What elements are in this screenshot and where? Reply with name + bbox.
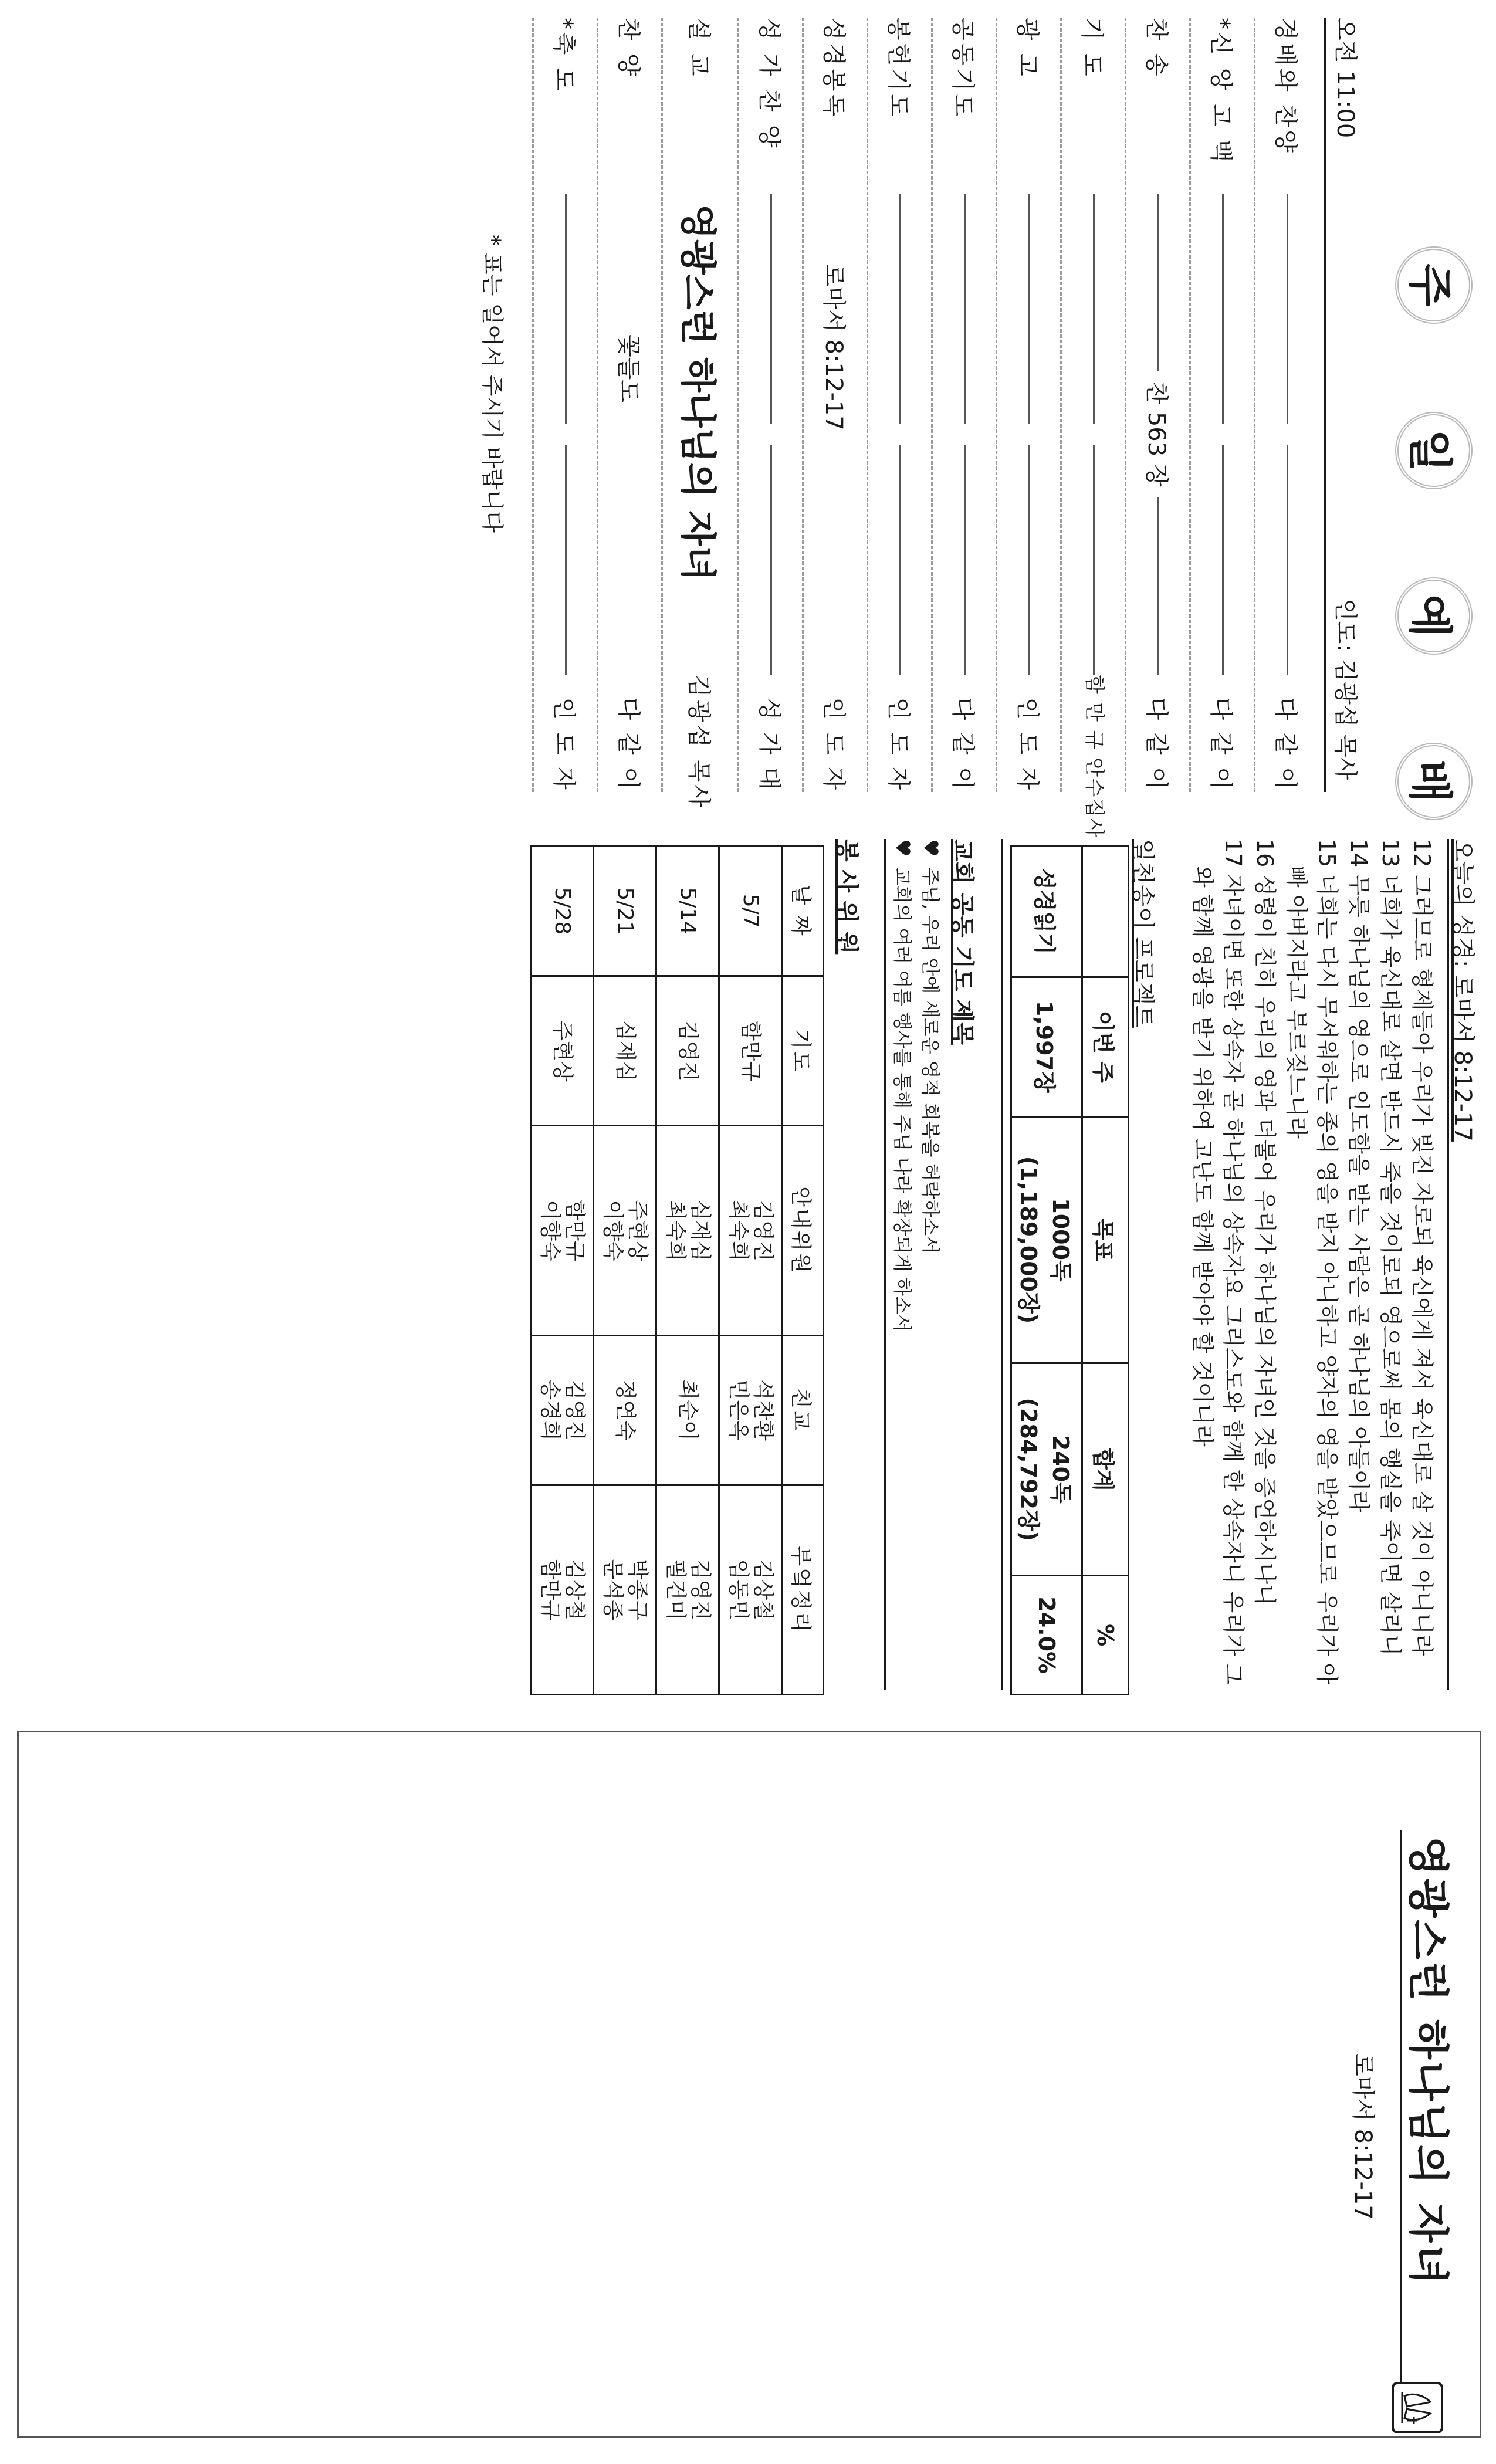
person-name: 심재심 [688, 1200, 712, 1261]
verse-number: 13 [1377, 839, 1403, 868]
reading-total-sub: (284,792장) [1016, 1397, 1041, 1542]
person-name: 민은옥 [726, 1379, 750, 1441]
order-name: 설 교 [685, 18, 713, 79]
order-name: 찬 양 [615, 18, 642, 79]
verse-text: 너희는 다시 무서워하는 종의 영을 받지 아니하고 양자의 영을 받았으므로 우리가 아빠 아버지라고 부르짖느니라 [1284, 866, 1340, 1685]
service-kitchen [594, 1485, 656, 1694]
order-row-creed [1189, 18, 1255, 792]
person-name: 석찬환 [751, 1379, 775, 1441]
verse-text: 자녀이면 또한 상속자 곧 하나님의 상속자요 그리스도와 함께 한 상속자니 우리가 그와 함께 영광을 받기 위하여 고난도 함께 받아야 할 것이니라 [1190, 866, 1246, 1685]
service-usher [531, 1126, 594, 1335]
reading-header-cell: % [1082, 1576, 1129, 1695]
order-row-scripture-reading [802, 18, 868, 792]
order-by: 다 같 이 [1272, 697, 1299, 792]
order-name: 성경봉독 [820, 18, 848, 120]
service-fellowship [594, 1335, 656, 1485]
sermon-title: 영광스런 하나님의 자녀 [676, 204, 720, 581]
person-name: 김영진 [688, 1559, 712, 1620]
verse-number: 17 [1220, 839, 1246, 868]
service-row [531, 846, 594, 1695]
person-name: 최숙희 [664, 1200, 688, 1261]
scripture-heading: 오늘의 성경: 로마서 8:12-17 [1449, 839, 1476, 1142]
service-usher [719, 1126, 782, 1335]
reading-header-cell: 목표 [1082, 1116, 1129, 1363]
verse-text: 너희가 육신대로 살면 반드시 죽을 것이로되 영으로써 몸의 행실을 죽이면 살리니 [1377, 874, 1403, 1656]
service-kitchen [656, 1485, 719, 1694]
reading-header-cell [1082, 846, 1129, 977]
prayer-divider [884, 839, 886, 1690]
cover-frame [17, 1731, 1481, 2438]
service-table-header [782, 846, 824, 1695]
order-by: 함 만 규 안수집사 [1082, 675, 1106, 839]
verse-text: 그러므로 형제들아 우리가 빚진 자로되 육신에게 져서 육신대로 살 것이 아니니라 [1409, 874, 1435, 1656]
person-name: 함만규 [563, 1200, 587, 1261]
praying-hands-cross-icon [1392, 2382, 1443, 2433]
order-by: 다 같 이 [1143, 697, 1170, 792]
order-row-announcements [996, 18, 1062, 792]
service-date: 5/28 [531, 846, 594, 976]
person-name: 김영진 [751, 1200, 775, 1261]
order-by: 다 같 이 [949, 697, 977, 792]
person-name: 임동민 [726, 1559, 750, 1620]
service-date: 5/14 [656, 846, 719, 976]
order-by: 인 도 자 [550, 697, 578, 792]
prayer-heading: 교회 공동 기도 제목 [949, 839, 976, 1045]
reading-total [1011, 1363, 1082, 1576]
service-row [719, 846, 782, 1695]
verse-number: 14 [1346, 839, 1372, 868]
service-heading: 봉 사 위 원 [833, 839, 860, 955]
order-row-benediction [532, 18, 598, 792]
service-fellowship [719, 1335, 782, 1485]
worship-title-char: 예 [1395, 577, 1473, 655]
standing-note: * 표는 일어서 주시기 바랍니다 [479, 235, 505, 533]
person-name: 김영진 [563, 1379, 587, 1441]
header-divider [1324, 18, 1326, 792]
service-header-cell: 안내위원 [782, 1126, 824, 1335]
prayer-item [888, 839, 916, 1332]
worship-time: 오전 11:00 [1332, 18, 1359, 138]
order-row-common-prayer [931, 18, 997, 792]
worship-title-char: 일 [1395, 412, 1473, 489]
order-by: 성 가 대 [756, 697, 783, 792]
order-name: 성 가 찬 양 [756, 18, 783, 151]
person-name: 주현상 [625, 1200, 649, 1261]
service-fellowship [656, 1335, 719, 1485]
reading-percent: 24.0% [1011, 1576, 1082, 1695]
person-name: 김상철 [563, 1559, 587, 1620]
order-name: *축 도 [550, 18, 578, 94]
order-by: 다 같 이 [615, 697, 642, 792]
person-name: 이향숙 [538, 1200, 562, 1261]
order-name: 경배와 찬양 [1272, 18, 1299, 155]
service-header-cell: 부엌정리 [782, 1485, 824, 1694]
order-row-hymn [1125, 18, 1191, 792]
person-name: 함만규 [538, 1559, 562, 1620]
order-name: 봉헌기도 [885, 18, 912, 120]
person-name: 이향숙 [601, 1200, 625, 1261]
order-by: 인 도 자 [885, 697, 912, 792]
reading-table-header [1082, 846, 1129, 1695]
order-by: 인 도 자 [1014, 697, 1041, 792]
order-name: 찬 송 [1143, 18, 1170, 79]
prayer-list [888, 839, 945, 1332]
cover-title: 영광스런 하나님의 자녀 [1404, 1836, 1452, 2286]
person-name: 박종구 [625, 1559, 649, 1620]
verse [1281, 839, 1342, 1695]
service-header-cell: 기도 [782, 976, 824, 1126]
verse-text: 무릇 하나님의 영으로 인도함을 받는 사람은 곧 하나님의 아들이라 [1346, 874, 1372, 1513]
reading-this-week: 1,997장 [1011, 977, 1082, 1116]
reading-label: 성경읽기 [1011, 846, 1082, 977]
order-by: 김광섭 목사 [685, 675, 713, 810]
order-name: 광 고 [1014, 18, 1041, 79]
reading-table-row [1011, 846, 1082, 1695]
service-fellowship [531, 1335, 594, 1485]
order-by: 인 도 자 [820, 697, 848, 792]
project-divider [1001, 839, 1003, 1690]
order-row-choir [737, 18, 804, 792]
reading-table [1010, 845, 1129, 1695]
person-name: 정연숙 [613, 1379, 637, 1441]
person-name: 최숙희 [726, 1200, 750, 1261]
order-row-offering-prayer [867, 18, 933, 792]
order-row-sermon [661, 18, 739, 810]
verse-number: 12 [1409, 839, 1435, 868]
verse-list [1186, 839, 1437, 1695]
verse [1343, 839, 1374, 1695]
worship-title [1395, 246, 1473, 820]
project-heading: 일천송이 프로젝트 [1129, 839, 1156, 1028]
order-name: *신 앙 고 백 [1207, 18, 1235, 165]
order-name: 기 도 [1078, 18, 1106, 79]
order-content: 로마서 8:12-17 [820, 264, 848, 431]
service-kitchen [719, 1485, 782, 1694]
order-row-praise [1254, 18, 1320, 792]
prayer-text: 주님, 우리 안에 새로운 영적 회복을 허락하소서 [919, 867, 942, 1254]
service-date: 5/7 [719, 846, 782, 976]
verse-number: 15 [1314, 839, 1340, 868]
order-by: 다 같 이 [1207, 697, 1235, 792]
person-name: 문석종 [601, 1559, 625, 1620]
reading-goal-sub: (1,189,000장) [1016, 1156, 1041, 1324]
person-name: 필건미 [664, 1559, 688, 1620]
prayer-item [916, 839, 945, 1332]
heart-icon: ♥ [891, 839, 914, 857]
order-row-praise-song [597, 18, 663, 792]
verse [1250, 839, 1280, 1695]
service-row [656, 846, 719, 1695]
verse-number: 16 [1252, 839, 1278, 868]
reading-goal [1011, 1116, 1082, 1363]
order-row-prayer [1060, 18, 1126, 839]
service-kitchen [531, 1485, 594, 1694]
worship-leader: 인도: 김광섭 목사 [1332, 598, 1359, 780]
service-usher [594, 1126, 656, 1335]
service-prayer: 주현상 [531, 976, 594, 1126]
service-prayer: 김영진 [656, 976, 719, 1126]
scripture-divider [1447, 839, 1449, 1690]
service-table [530, 845, 824, 1695]
service-header-cell: 친교 [782, 1335, 824, 1485]
reading-goal-main: 1000독 [1048, 1198, 1074, 1282]
verse-text: 성령이 친히 우리의 영과 더불어 우리가 하나님의 자녀인 것을 증언하시나니 [1252, 874, 1278, 1606]
service-date: 5/21 [594, 846, 656, 976]
cover-title-divider [1400, 1830, 1402, 2382]
person-name: 송경희 [538, 1379, 562, 1441]
reading-header-cell: 합계 [1082, 1363, 1129, 1576]
reading-total-main: 240독 [1048, 1435, 1074, 1504]
person-name: 김상철 [751, 1559, 775, 1620]
person-name: 최순이 [676, 1379, 700, 1441]
order-content: 꽃들도 [615, 334, 642, 402]
service-prayer: 함만규 [719, 976, 782, 1126]
service-row [594, 846, 656, 1695]
verse [1407, 839, 1437, 1695]
order-content: 찬 563 장 [1143, 381, 1170, 487]
cover-reference: 로마서 8:12-17 [1349, 2053, 1376, 2220]
worship-title-char: 배 [1395, 743, 1473, 820]
verse [1187, 839, 1248, 1695]
reading-header-cell: 이번 주 [1082, 977, 1129, 1116]
service-usher [656, 1126, 719, 1335]
service-prayer: 심재심 [594, 976, 656, 1126]
prayer-text: 교회의 여러 여름 행사를 통해 주님 나라 확장되게 하소서 [891, 867, 913, 1332]
order-name: 공동기도 [949, 18, 977, 120]
heart-icon: ♥ [919, 839, 942, 857]
service-header-cell: 날 짜 [782, 846, 824, 976]
verse [1375, 839, 1406, 1695]
worship-title-char: 주 [1395, 246, 1473, 324]
